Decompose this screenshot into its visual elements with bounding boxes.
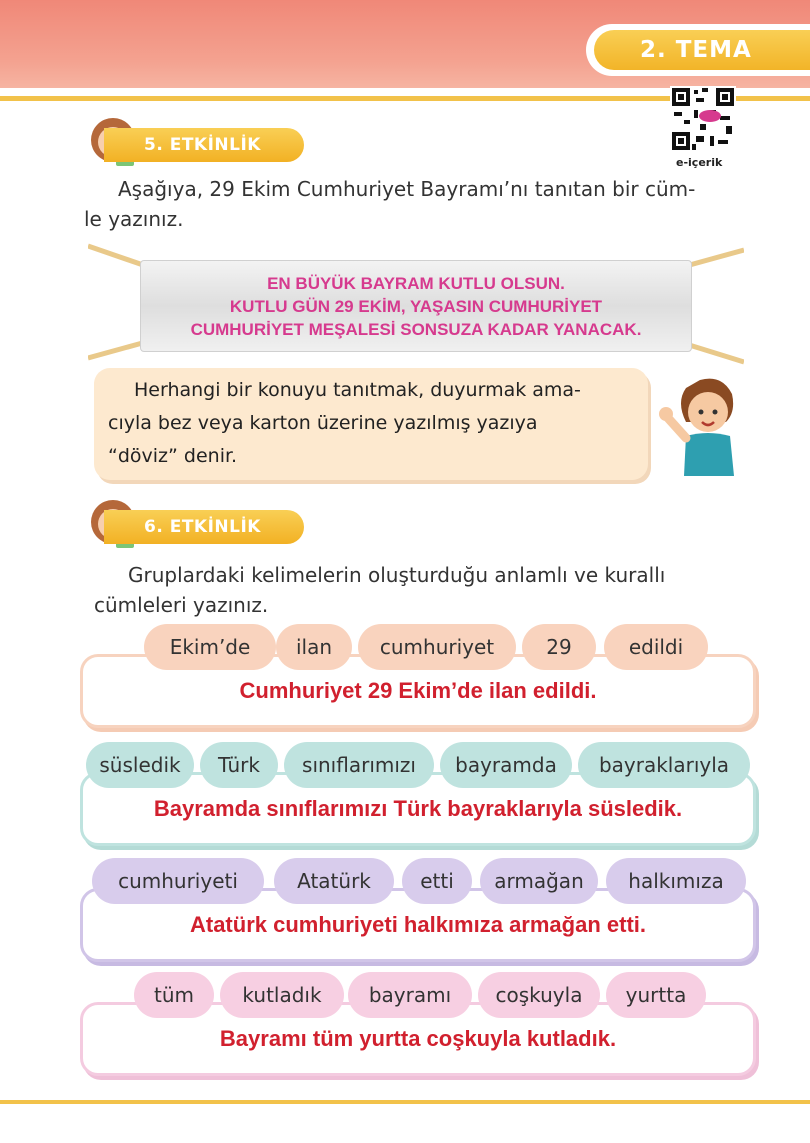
- word-group-1: [80, 624, 756, 734]
- word-chip: 29: [522, 624, 596, 670]
- footer-divider: [0, 1100, 810, 1104]
- word-chips: [80, 624, 756, 670]
- word-chip: Atatürk: [274, 858, 394, 904]
- word-chip: bayramı: [348, 972, 472, 1018]
- activity-6-instruction: [94, 560, 752, 620]
- boy-mascot-icon: [656, 372, 746, 476]
- activity-6-instruction-line2: cümleleri yazınız.: [94, 593, 269, 617]
- word-chips: [80, 742, 756, 788]
- banner-line-3: CUMHURİYET MEŞALESİ SONSUZA KADAR YANACAK.: [190, 319, 642, 339]
- qr-code-icon[interactable]: [670, 86, 736, 152]
- word-chip: Türk: [200, 742, 278, 788]
- word-chip: ilan: [276, 624, 352, 670]
- activity-5-instruction-line1: Aşağıya, 29 Ekim Cumhuriyet Bayramı’nı tanıtan bir cüm-: [118, 177, 696, 201]
- activity-5-instruction-line2: le yazınız.: [84, 207, 184, 231]
- banner-cloth: [140, 260, 692, 352]
- activity-5-instruction: [84, 174, 752, 234]
- tema-tab: [594, 30, 810, 70]
- activity-6-instruction-line1: Gruplardaki kelimelerin oluşturduğu anlamlı ve kurallı: [128, 563, 666, 587]
- word-chip: cumhuriyeti: [92, 858, 264, 904]
- word-chip: bayramda: [440, 742, 572, 788]
- word-chip: süsledik: [86, 742, 194, 788]
- banner-line-1: EN BÜYÜK BAYRAM KUTLU OLSUN.: [267, 273, 565, 293]
- answer-sentence: Bayramda sınıflarımızı Türk bayraklarıyla süsledik.: [153, 796, 683, 821]
- word-chip: sınıflarımızı: [284, 742, 434, 788]
- activity-6-title: 6. ETKİNLİK: [144, 517, 261, 537]
- banner-line-2: KUTLU GÜN 29 EKİM, YAŞASIN CUMHURİYET: [229, 296, 603, 316]
- activity-5-badge: [104, 128, 304, 162]
- word-chip: halkımıza: [606, 858, 746, 904]
- word-chips: [80, 972, 756, 1018]
- activity-5-title: 5. ETKİNLİK: [144, 135, 261, 155]
- word-chip: edildi: [604, 624, 708, 670]
- word-group-2: [80, 742, 756, 852]
- info-line-1: Herhangi bir konuyu tanıtmak, duyurmak ama-: [134, 379, 581, 401]
- word-chip: cumhuriyet: [358, 624, 516, 670]
- word-chip: tüm: [134, 972, 214, 1018]
- info-line-2: cıyla bez veya karton üzerine yazılmış yazıya: [108, 412, 538, 434]
- answer-sentence: Atatürk cumhuriyeti halkımıza armağan etti.: [189, 912, 647, 937]
- word-chip: coşkuyla: [478, 972, 600, 1018]
- word-group-4: [80, 972, 756, 1082]
- word-chip: bayraklarıyla: [578, 742, 750, 788]
- protest-banner: [88, 240, 744, 370]
- info-line-3: “döviz” denir.: [108, 445, 238, 467]
- qr-label: e-içerik: [676, 156, 723, 169]
- word-chips: [80, 858, 756, 904]
- word-group-3: [80, 858, 756, 968]
- word-chip: kutladık: [220, 972, 344, 1018]
- word-chip: yurtta: [606, 972, 706, 1018]
- answer-sentence: Bayramı tüm yurtta coşkuyla kutladık.: [219, 1026, 617, 1051]
- word-chip: Ekim’de: [144, 624, 276, 670]
- word-chip: etti: [402, 858, 472, 904]
- word-chip: armağan: [480, 858, 598, 904]
- answer-sentence: Cumhuriyet 29 Ekim’de ilan edildi.: [239, 678, 597, 703]
- info-text: [108, 374, 632, 473]
- activity-6-badge: [104, 510, 304, 544]
- tema-label: 2. TEMA: [640, 37, 752, 63]
